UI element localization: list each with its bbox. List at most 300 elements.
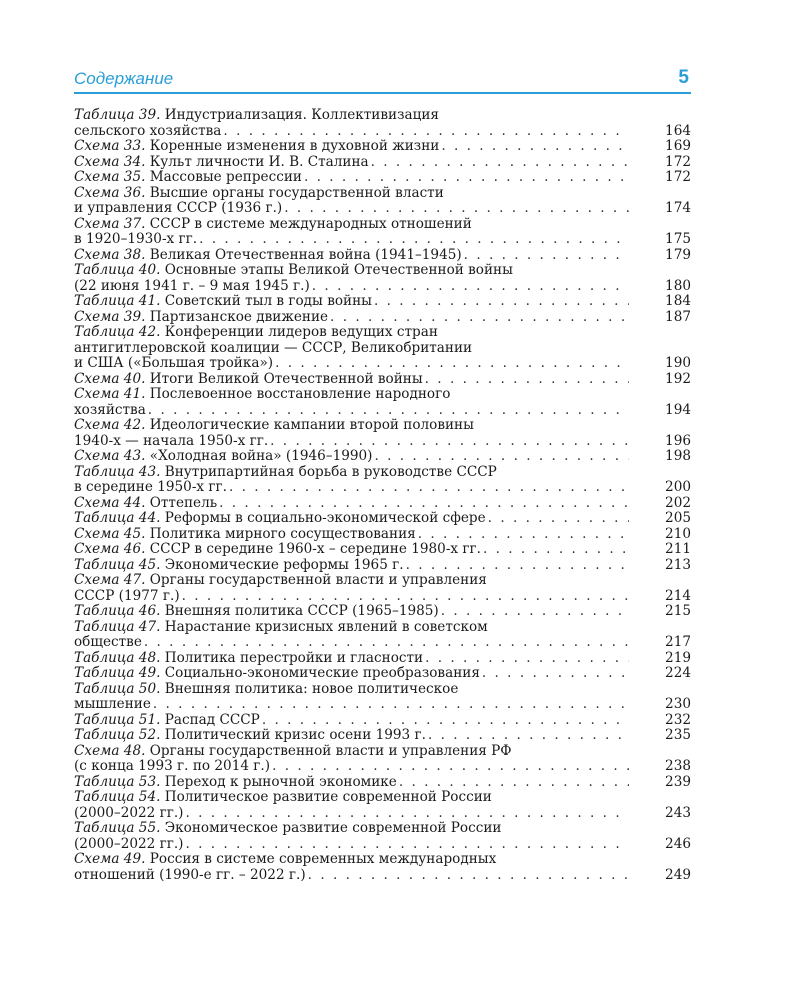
toc-entry-kind: Таблица 48. bbox=[74, 649, 161, 666]
toc-entry-title: Реформы в социально-экономической сфере bbox=[164, 510, 486, 526]
dot-leader bbox=[284, 201, 629, 217]
toc-entry-text-line bbox=[74, 263, 513, 279]
toc-entry-title: сельского хозяйства bbox=[74, 122, 222, 139]
toc-entry-page: 230 bbox=[665, 696, 691, 712]
leader-gap bbox=[629, 728, 649, 744]
dot-leader bbox=[199, 232, 629, 248]
toc-entry-kind: Схема 37. bbox=[74, 215, 146, 232]
toc-entry-line bbox=[74, 542, 691, 558]
toc-entry-page: 213 bbox=[665, 556, 691, 573]
toc-entry-title: 1940-х — начала 1950-х гг. bbox=[74, 432, 269, 449]
toc-entry-line bbox=[74, 248, 691, 264]
toc-entry-page: 215 bbox=[665, 603, 691, 619]
toc-entry-text-line bbox=[74, 558, 404, 574]
toc-entry bbox=[74, 387, 691, 418]
toc-entry-page: 164 bbox=[665, 122, 691, 139]
toc-entry-page: 196 bbox=[665, 432, 691, 449]
toc-entry-title: Переход к рыночной экономике bbox=[164, 773, 397, 790]
toc-entry-text-line bbox=[74, 232, 197, 248]
dot-leader bbox=[308, 868, 629, 884]
toc-entry-title: Политический кризис осени 1993 г. bbox=[164, 727, 426, 743]
toc-entry-kind: Схема 44. bbox=[74, 494, 146, 511]
page-number: 5 bbox=[678, 67, 689, 88]
toc-entry-title: Партизанское движение bbox=[149, 308, 329, 325]
toc-entry-page: 243 bbox=[665, 804, 691, 821]
toc-entry-text-line bbox=[74, 341, 472, 357]
leader-gap bbox=[629, 232, 649, 248]
toc-entry-kind: Таблица 43. bbox=[74, 463, 161, 480]
toc-entry-text-line bbox=[74, 837, 183, 853]
dot-leader bbox=[375, 449, 630, 465]
table-of-contents bbox=[74, 108, 691, 883]
toc-entry bbox=[74, 527, 691, 543]
toc-entry-text-line bbox=[74, 434, 268, 450]
toc-entry-title: Советский тыл в годы войны bbox=[164, 293, 372, 309]
leader-gap bbox=[629, 558, 649, 574]
leader-gap bbox=[629, 248, 649, 264]
toc-entry-title: Конференции лидеров ведущих стран bbox=[164, 324, 438, 340]
toc-entry-text-line bbox=[74, 527, 416, 543]
toc-entry-line bbox=[74, 775, 691, 791]
toc-entry-kind: Схема 42. bbox=[74, 417, 146, 433]
dot-leader bbox=[223, 124, 629, 140]
leader-gap bbox=[629, 806, 649, 822]
toc-entry-page: 224 bbox=[665, 665, 691, 681]
toc-entry-title: антигитлеровской коалиции — СССР, Великобритании bbox=[74, 339, 473, 356]
toc-entry-kind: Таблица 42. bbox=[74, 324, 161, 340]
toc-entry-line bbox=[74, 589, 691, 605]
dot-leader bbox=[185, 806, 629, 822]
toc-entry-kind: Таблица 39. bbox=[74, 107, 161, 123]
toc-entry-line bbox=[74, 759, 691, 775]
toc-entry-text-line bbox=[74, 418, 474, 434]
toc-entry-page: 187 bbox=[665, 308, 691, 325]
toc-entry bbox=[74, 666, 691, 682]
toc-entry-kind: Схема 41. bbox=[74, 386, 146, 402]
toc-entry-title: СССР в системе международных отношений bbox=[149, 215, 472, 232]
toc-entry-line bbox=[74, 744, 691, 760]
dot-leader bbox=[275, 356, 629, 372]
dot-leader bbox=[330, 310, 629, 326]
toc-entry-text-line bbox=[74, 480, 227, 496]
toc-entry-title: Политика перестройки и гласности bbox=[164, 649, 424, 666]
toc-entry-kind: Таблица 51. bbox=[74, 711, 161, 728]
toc-entry-kind: Схема 40. bbox=[74, 370, 146, 387]
toc-entry-line bbox=[74, 573, 691, 589]
toc-entry-title: хозяйства bbox=[74, 401, 146, 418]
section-title: Содержание bbox=[74, 69, 174, 88]
toc-entry-page: 184 bbox=[665, 293, 691, 309]
toc-entry bbox=[74, 418, 691, 449]
toc-entry-line bbox=[74, 837, 691, 853]
toc-entry-text-line bbox=[74, 217, 472, 233]
toc-entry-line bbox=[74, 263, 691, 279]
toc-entry-page: 192 bbox=[665, 370, 691, 387]
toc-entry bbox=[74, 651, 691, 667]
dot-leader bbox=[482, 666, 629, 682]
dot-leader bbox=[144, 635, 629, 651]
leader-gap bbox=[629, 170, 649, 186]
leader-gap bbox=[629, 604, 649, 620]
toc-entry-text-line bbox=[74, 294, 372, 310]
toc-entry-text-line bbox=[74, 573, 487, 589]
toc-entry-line bbox=[74, 170, 691, 186]
toc-entry-text-line bbox=[74, 372, 423, 388]
leader-gap bbox=[629, 759, 649, 775]
toc-entry-kind: Таблица 40. bbox=[74, 262, 161, 278]
dot-leader bbox=[304, 170, 629, 186]
toc-entry-kind: Схема 35. bbox=[74, 169, 146, 185]
leader-gap bbox=[629, 697, 649, 713]
leader-gap bbox=[629, 279, 649, 295]
toc-entry-text-line bbox=[74, 682, 458, 698]
dot-leader bbox=[371, 155, 629, 171]
toc-entry-text-line bbox=[74, 697, 151, 713]
toc-entry-line bbox=[74, 124, 691, 140]
toc-entry bbox=[74, 217, 691, 248]
toc-entry-kind: Таблица 47. bbox=[74, 618, 161, 635]
dot-leader bbox=[464, 248, 629, 264]
toc-entry-title: Нарастание кризисных явлений в советском bbox=[164, 618, 488, 635]
toc-entry-title: Основные этапы Великой Отечественной войны bbox=[164, 262, 513, 278]
toc-entry-title: Коренные изменения в духовной жизни bbox=[149, 138, 440, 154]
toc-entry-page: 238 bbox=[665, 758, 691, 774]
toc-entry-line bbox=[74, 294, 691, 310]
toc-entry-line bbox=[74, 403, 691, 419]
toc-entry bbox=[74, 139, 691, 155]
toc-entry-line bbox=[74, 217, 691, 233]
toc-entry-title: Идеологические кампании второй половины bbox=[149, 417, 474, 433]
toc-entry-page: 235 bbox=[665, 727, 691, 743]
leader-gap bbox=[629, 837, 649, 853]
leader-gap bbox=[629, 496, 649, 512]
toc-entry bbox=[74, 821, 691, 852]
toc-entry-title: Политическое развитие современной России bbox=[164, 789, 492, 805]
toc-entry-text-line bbox=[74, 775, 397, 791]
toc-entry-line bbox=[74, 511, 691, 527]
toc-entry-title: и управления СССР (1936 г.) bbox=[74, 200, 283, 216]
leader-gap bbox=[629, 155, 649, 171]
toc-entry-kind: Схема 36. bbox=[74, 184, 146, 201]
dot-leader bbox=[312, 279, 629, 295]
toc-entry bbox=[74, 775, 691, 791]
toc-entry-title: (22 июня 1941 г. – 9 мая 1945 г.) bbox=[74, 277, 310, 294]
toc-entry-page: 169 bbox=[665, 138, 691, 154]
toc-entry bbox=[74, 682, 691, 713]
toc-entry-line bbox=[74, 418, 691, 434]
dot-leader bbox=[425, 651, 629, 667]
toc-entry-kind: Схема 45. bbox=[74, 525, 146, 542]
toc-entry-text-line bbox=[74, 604, 439, 620]
toc-entry-kind: Таблица 54. bbox=[74, 789, 161, 805]
toc-entry-title: и США («Большая тройка») bbox=[74, 355, 274, 371]
toc-entry-title: Оттепель bbox=[149, 494, 218, 511]
toc-entry-text-line bbox=[74, 403, 146, 419]
toc-entry-page: 180 bbox=[665, 277, 691, 294]
leader-gap bbox=[629, 356, 649, 372]
dot-leader bbox=[425, 372, 629, 388]
toc-entry-text-line bbox=[74, 248, 462, 264]
toc-entry-title: обществе bbox=[74, 634, 142, 650]
toc-entry bbox=[74, 511, 691, 527]
toc-entry-text-line bbox=[74, 635, 142, 651]
toc-entry-text-line bbox=[74, 279, 310, 295]
toc-entry-page: 190 bbox=[665, 355, 691, 371]
toc-entry-title: Внешняя политика: новое политическое bbox=[164, 680, 459, 697]
toc-entry-line bbox=[74, 186, 691, 202]
toc-entry-line bbox=[74, 713, 691, 729]
toc-entry bbox=[74, 728, 691, 744]
toc-entry-title: Индустриализация. Коллективизация bbox=[164, 107, 439, 123]
dot-leader bbox=[488, 511, 629, 527]
toc-entry-line bbox=[74, 604, 691, 620]
leader-gap bbox=[629, 589, 649, 605]
toc-entry-page: 232 bbox=[665, 711, 691, 728]
dot-leader bbox=[270, 434, 629, 450]
leader-gap bbox=[629, 775, 649, 791]
toc-entry-line bbox=[74, 201, 691, 217]
toc-entry-text-line bbox=[74, 651, 423, 667]
toc-entry bbox=[74, 170, 691, 186]
toc-entry-kind: Таблица 46. bbox=[74, 603, 161, 619]
dot-leader bbox=[229, 480, 629, 496]
toc-entry-title: Россия в системе современных международных bbox=[149, 851, 497, 867]
leader-gap bbox=[629, 635, 649, 651]
toc-entry bbox=[74, 310, 691, 326]
toc-entry-title: Внутрипартийная борьба в руководстве СССР bbox=[164, 463, 497, 480]
toc-entry-title: Внешняя политика СССР (1965–1985) bbox=[164, 603, 439, 619]
toc-entry-text-line bbox=[74, 728, 426, 744]
toc-entry-title: Экономическое развитие современной России bbox=[164, 820, 502, 836]
toc-entry-page: 210 bbox=[665, 525, 691, 542]
dot-leader bbox=[219, 496, 629, 512]
dot-leader bbox=[441, 139, 629, 155]
dot-leader bbox=[374, 294, 629, 310]
toc-entry-text-line bbox=[74, 496, 217, 512]
running-header bbox=[74, 60, 691, 94]
toc-entry-text-line bbox=[74, 108, 439, 124]
dot-leader bbox=[272, 759, 629, 775]
toc-entry-kind: Схема 49. bbox=[74, 851, 146, 867]
toc-entry-line bbox=[74, 155, 691, 171]
toc-entry-text-line bbox=[74, 155, 369, 171]
toc-entry-text-line bbox=[74, 170, 302, 186]
dot-leader bbox=[399, 775, 629, 791]
dot-leader bbox=[185, 837, 629, 853]
toc-entry-text-line bbox=[74, 666, 480, 682]
toc-entry-kind: Схема 33. bbox=[74, 138, 146, 154]
toc-entry-page: 175 bbox=[665, 231, 691, 247]
toc-entry-text-line bbox=[74, 387, 450, 403]
dot-leader bbox=[418, 527, 629, 543]
dot-leader bbox=[153, 697, 629, 713]
toc-entry-text-line bbox=[74, 821, 501, 837]
toc-entry-kind: Таблица 44. bbox=[74, 510, 161, 526]
toc-entry-title: мышление bbox=[74, 696, 151, 712]
dot-leader bbox=[428, 728, 629, 744]
leader-gap bbox=[629, 511, 649, 527]
toc-entry-title: (с конца 1993 г. по 2014 г.) bbox=[74, 758, 271, 774]
toc-entry bbox=[74, 263, 691, 294]
toc-entry-title: Распад СССР bbox=[164, 711, 260, 728]
toc-entry-text-line bbox=[74, 759, 270, 775]
toc-entry-kind: Схема 46. bbox=[74, 541, 146, 557]
toc-entry-line bbox=[74, 821, 691, 837]
toc-entry-kind: Таблица 55. bbox=[74, 820, 161, 836]
toc-entry bbox=[74, 449, 691, 465]
toc-entry-line bbox=[74, 728, 691, 744]
toc-entry bbox=[74, 496, 691, 512]
leader-gap bbox=[629, 527, 649, 543]
leader-gap bbox=[629, 124, 649, 140]
leader-gap bbox=[629, 651, 649, 667]
leader-gap bbox=[629, 434, 649, 450]
toc-entry-text-line bbox=[74, 139, 439, 155]
toc-entry-line bbox=[74, 356, 691, 372]
toc-entry-page: 239 bbox=[665, 773, 691, 790]
toc-entry-kind: Таблица 49. bbox=[74, 665, 161, 681]
toc-entry bbox=[74, 573, 691, 604]
toc-entry-line bbox=[74, 341, 691, 357]
toc-entry-kind: Схема 34. bbox=[74, 153, 146, 170]
dot-leader bbox=[406, 558, 629, 574]
toc-entry-title: Социально-экономические преобразования bbox=[164, 665, 480, 681]
toc-entry-kind: Таблица 45. bbox=[74, 556, 161, 573]
toc-entry-text-line bbox=[74, 713, 260, 729]
toc-entry-title: Послевоенное восстановление народного bbox=[149, 386, 451, 402]
toc-entry-title: Итоги Великой Отечественной войны bbox=[149, 370, 423, 387]
toc-entry-page: 246 bbox=[665, 835, 691, 852]
toc-entry-line bbox=[74, 108, 691, 124]
dot-leader bbox=[483, 542, 629, 558]
header-rule bbox=[74, 92, 691, 94]
toc-entry-text-line bbox=[74, 356, 273, 372]
toc-entry-page: 205 bbox=[665, 510, 691, 526]
toc-entry-title: (2000–2022 гг.) bbox=[74, 835, 184, 852]
toc-entry-line bbox=[74, 279, 691, 295]
toc-entry-line bbox=[74, 666, 691, 682]
toc-entry-title: (2000–2022 гг.) bbox=[74, 804, 184, 821]
toc-entry-title: Культ личности И. В. Сталина bbox=[149, 153, 369, 170]
toc-entry-title: Великая Отечественная война (1941–1945) bbox=[149, 246, 462, 263]
toc-entry-text-line bbox=[74, 790, 492, 806]
toc-entry-title: Массовые репрессии bbox=[149, 169, 302, 185]
leader-gap bbox=[629, 372, 649, 388]
toc-entry-title: Политика мирного сосуществования bbox=[149, 525, 416, 542]
toc-entry-text-line bbox=[74, 589, 180, 605]
toc-entry-line bbox=[74, 325, 691, 341]
toc-entry-title: в середине 1950-х гг. bbox=[74, 479, 227, 495]
toc-entry-line bbox=[74, 790, 691, 806]
leader-gap bbox=[629, 666, 649, 682]
leader-gap bbox=[629, 310, 649, 326]
toc-entry-line bbox=[74, 635, 691, 651]
toc-entry-line bbox=[74, 806, 691, 822]
toc-entry-page: 172 bbox=[665, 169, 691, 185]
toc-entry-text-line bbox=[74, 852, 496, 868]
toc-entry-page: 249 bbox=[665, 866, 691, 883]
toc-entry-line bbox=[74, 232, 691, 248]
toc-entry bbox=[74, 155, 691, 171]
toc-entry-text-line bbox=[74, 186, 444, 202]
toc-entry bbox=[74, 108, 691, 139]
toc-entry bbox=[74, 790, 691, 821]
toc-entry-title: Экономические реформы 1965 г. bbox=[164, 556, 404, 573]
toc-entry bbox=[74, 465, 691, 496]
toc-entry-line bbox=[74, 387, 691, 403]
toc-entry bbox=[74, 248, 691, 264]
toc-entry-title: «Холодная война» (1946–1990) bbox=[149, 448, 373, 464]
leader-gap bbox=[629, 449, 649, 465]
toc-entry-page: 194 bbox=[665, 401, 691, 418]
toc-entry-text-line bbox=[74, 124, 221, 140]
leader-gap bbox=[629, 868, 649, 884]
toc-entry-page: 202 bbox=[665, 494, 691, 511]
toc-entry bbox=[74, 372, 691, 388]
toc-entry-page: 172 bbox=[665, 153, 691, 170]
toc-entry-kind: Схема 38. bbox=[74, 246, 146, 263]
leader-gap bbox=[629, 713, 649, 729]
toc-entry-kind: Схема 39. bbox=[74, 308, 146, 325]
toc-entry-title: СССР (1977 г.) bbox=[74, 587, 180, 604]
toc-entry-text-line bbox=[74, 806, 183, 822]
toc-entry-kind: Схема 48. bbox=[74, 742, 146, 759]
leader-gap bbox=[629, 294, 649, 310]
toc-entry-text-line bbox=[74, 449, 373, 465]
toc-entry-text-line bbox=[74, 201, 282, 217]
toc-entry bbox=[74, 744, 691, 775]
toc-entry-text-line bbox=[74, 542, 481, 558]
toc-entry-title: отношений (1990-е гг. – 2022 г.) bbox=[74, 866, 306, 883]
toc-entry bbox=[74, 852, 691, 883]
dot-leader bbox=[262, 713, 629, 729]
toc-entry bbox=[74, 542, 691, 558]
leader-gap bbox=[629, 403, 649, 419]
toc-entry bbox=[74, 558, 691, 574]
toc-entry-title: СССР в середине 1960-х – середине 1980-х гг. bbox=[149, 541, 481, 557]
toc-entry-line bbox=[74, 434, 691, 450]
toc-entry-kind: Таблица 53. bbox=[74, 773, 161, 790]
toc-entry-page: 219 bbox=[665, 649, 691, 666]
toc-entry-kind: Схема 47. bbox=[74, 572, 146, 588]
toc-entry-line bbox=[74, 480, 691, 496]
toc-entry-line bbox=[74, 868, 691, 884]
toc-entry-title: Высшие органы государственной власти bbox=[149, 184, 444, 201]
toc-entry-kind: Схема 43. bbox=[74, 448, 146, 464]
toc-entry-text-line bbox=[74, 511, 486, 527]
toc-entry-page: 179 bbox=[665, 246, 691, 263]
toc-entry-text-line bbox=[74, 325, 438, 341]
toc-entry-page: 198 bbox=[665, 448, 691, 464]
toc-entry-line bbox=[74, 620, 691, 636]
toc-entry bbox=[74, 294, 691, 310]
toc-entry-line bbox=[74, 372, 691, 388]
toc-entry-page: 214 bbox=[665, 587, 691, 604]
dot-leader bbox=[441, 604, 629, 620]
toc-entry-text-line bbox=[74, 465, 497, 481]
toc-entry-line bbox=[74, 682, 691, 698]
toc-entry-line bbox=[74, 558, 691, 574]
leader-gap bbox=[629, 480, 649, 496]
toc-entry-line bbox=[74, 527, 691, 543]
toc-entry-title: Органы государственной власти и управления РФ bbox=[149, 742, 512, 759]
toc-entry-line bbox=[74, 465, 691, 481]
toc-entry-page: 217 bbox=[665, 634, 691, 650]
toc-entry bbox=[74, 186, 691, 217]
toc-entry-line bbox=[74, 139, 691, 155]
toc-entry-page: 211 bbox=[665, 541, 691, 557]
toc-entry-text-line bbox=[74, 620, 488, 636]
